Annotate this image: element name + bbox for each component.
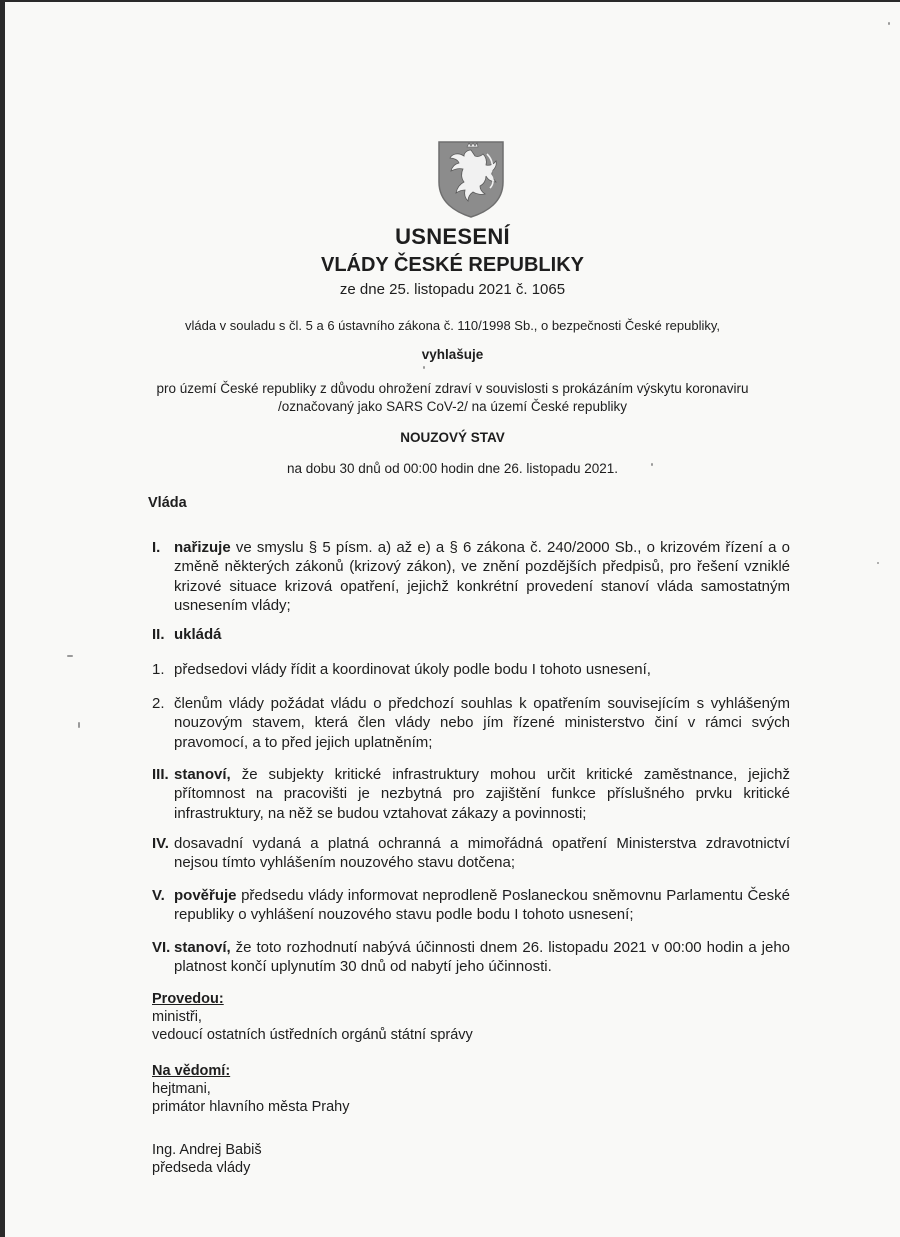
signer-name: Ing. Andrej Babiš bbox=[152, 1142, 262, 1158]
item-number: I. bbox=[152, 539, 161, 556]
scan-speck bbox=[67, 655, 73, 657]
item-text: dosavadní vydaná a platná ochranná a mimořádná opatření Ministerstva zdravotnictví nejsou tímto vyhlášením nouzového stavu dotčena; bbox=[174, 835, 790, 872]
resolution-item bbox=[148, 834, 790, 873]
notice-block bbox=[152, 1062, 349, 1116]
item-lead: nařizuje bbox=[174, 539, 231, 556]
resolution-item bbox=[148, 938, 790, 977]
reason-line: /označovaný jako SARS CoV-2/ na území České republiky bbox=[278, 399, 627, 414]
scan-speck bbox=[651, 463, 653, 466]
coat-of-arms-icon bbox=[437, 140, 505, 218]
document-title: USNESENÍ bbox=[395, 224, 510, 249]
execute-heading: Provedou: bbox=[152, 991, 224, 1007]
scan-speck bbox=[888, 22, 890, 25]
item-number: IV. bbox=[152, 835, 169, 852]
item-number: 2. bbox=[152, 695, 165, 712]
government-label: Vláda bbox=[148, 495, 187, 511]
execute-line: ministři, bbox=[152, 1009, 202, 1025]
legal-basis: vláda v souladu s čl. 5 a 6 ústavního zákona č. 110/1998 Sb., o bezpečnosti České republiky, bbox=[184, 318, 720, 333]
item-lead: ukládá bbox=[174, 626, 222, 643]
execute-line: vedoucí ostatních ústředních orgánů státní správy bbox=[152, 1027, 473, 1043]
duration-statement: na dobu 30 dnů od 00:00 hodin dne 26. listopadu 2021. bbox=[286, 461, 619, 476]
notice-line: hejtmani, bbox=[152, 1081, 211, 1097]
scanned-page bbox=[5, 2, 900, 1237]
resolution-item bbox=[148, 886, 790, 925]
item-text: předsedovi vlády řídit a koordinovat úkoly podle bodu I tohoto usnesení, bbox=[174, 661, 651, 678]
resolution-item bbox=[148, 538, 790, 615]
resolution-subitem bbox=[148, 660, 790, 679]
item-number: II. bbox=[152, 626, 165, 643]
resolution-item bbox=[148, 765, 790, 823]
notice-heading: Na vědomí: bbox=[152, 1063, 231, 1079]
item-number: 1. bbox=[152, 661, 165, 678]
document-date-number: ze dne 25. listopadu 2021 č. 1065 bbox=[339, 281, 566, 298]
proclaims-heading: vyhlašuje bbox=[421, 347, 484, 362]
resolution-item bbox=[148, 625, 790, 644]
item-lead: stanoví, bbox=[174, 939, 231, 956]
item-text: předsedu vlády informovat neprodleně Poslaneckou sněmovnu Parlamentu České republiky o vyhlášení nouzového stavu podle bodu I tohoto usnesení; bbox=[174, 887, 790, 924]
item-lead: stanoví, bbox=[174, 766, 231, 783]
signature-block bbox=[152, 1141, 262, 1177]
item-text: že toto rozhodnutí nabývá účinnosti dnem 26. listopadu 2021 v 00:00 hodin a jeho platnost končí uplynutím 30 dnů od nabytí jeho účinnosti. bbox=[174, 939, 790, 976]
item-number: V. bbox=[152, 887, 165, 904]
scan-speck bbox=[78, 722, 80, 728]
item-text: členům vlády požádat vládu o předchozí souhlas k opatřením souvisejícím s vyhlášeným nouzovým stavem, která člen vlády nebo jím řízené ministerstvo činí v rámci svých pravomocí, a to před jejich uplatněním; bbox=[174, 695, 790, 751]
state-of-emergency-heading: NOUZOVÝ STAV bbox=[400, 430, 505, 445]
scan-speck bbox=[423, 366, 425, 369]
item-number: III. bbox=[152, 766, 169, 783]
proclamation-reason bbox=[5, 380, 900, 416]
item-number: VI. bbox=[152, 939, 171, 956]
scan-speck bbox=[877, 562, 879, 564]
signer-title: předseda vlády bbox=[152, 1160, 251, 1176]
reason-line: pro území České republiky z důvodu ohrožení zdraví v souvislosti s prokázáním výskytu koronaviru bbox=[156, 381, 749, 396]
item-text: že subjekty kritické infrastruktury mohou určit kritické zaměstnance, jejichž přítomnost na pracovišti je nezbytná pro zajištění funkce příslušného prvku kritické infrastruktury, na něž se budou vztahovat zákazy a povinnosti; bbox=[174, 766, 790, 822]
resolution-subitem bbox=[148, 694, 790, 752]
item-text: ve smyslu § 5 písm. a) až e) a § 6 zákona č. 240/2000 Sb., o krizovém řízení a o změně některých zákonů (krizový zákon), ve znění pozdějších předpisů, pro řešení vzniklé krizové situace krizová opatření, jejichž konkrétní provedení stanoví vláda samostatným usnesením vlády; bbox=[174, 539, 790, 614]
item-lead: pověřuje bbox=[174, 887, 237, 904]
document-subtitle: VLÁDY ČESKÉ REPUBLIKY bbox=[320, 254, 584, 276]
notice-line: primátor hlavního města Prahy bbox=[152, 1099, 350, 1115]
execute-block bbox=[152, 990, 473, 1044]
